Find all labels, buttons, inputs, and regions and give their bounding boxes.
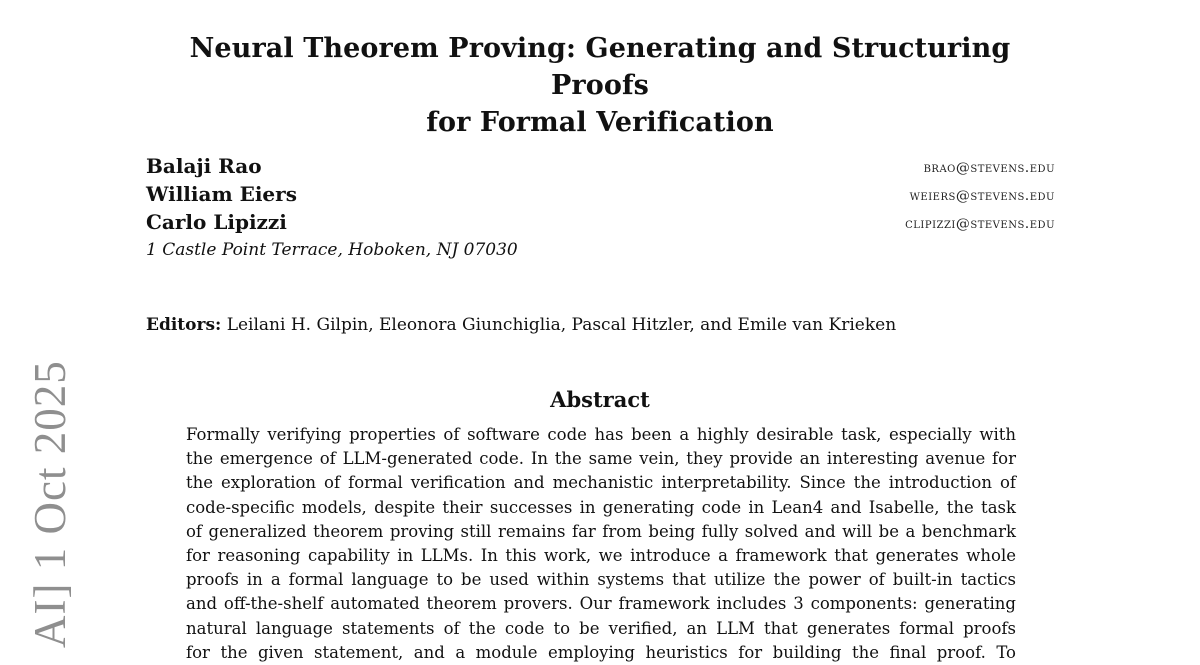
abstract-line-10: for the given statement, and a module employing heuristics for building the final proof. To	[186, 642, 1016, 662]
abstract-line-5: of generalized theorem proving still remains far from being fully solved and will be a benchmark	[186, 521, 1016, 541]
abstract-heading: Abstract	[550, 387, 650, 412]
title-line-2: for Formal Verification	[426, 107, 774, 138]
arxiv-stamp: AI] 1 Oct 2025	[25, 360, 75, 648]
author-email-3[interactable]: clipizzi@stevens.edu	[905, 216, 1055, 232]
editors-names: Leilani H. Gilpin, Eleonora Giunchiglia, Pascal Hitzler, and Emile van Krieken	[226, 315, 897, 335]
author-address: 1 Castle Point Terrace, Hoboken, NJ 07030	[146, 240, 518, 260]
paper-title	[140, 30, 1060, 141]
abstract-line-4: code-specific models, despite their successes in generating code in Lean4 and Isabelle, the task	[186, 497, 1016, 517]
author-email-2[interactable]: weiers@stevens.edu	[909, 188, 1055, 204]
title-line-1: Neural Theorem Proving: Generating and Structuring Proofs	[189, 33, 1011, 101]
editors-line	[146, 313, 896, 337]
author-email-1[interactable]: brao@stevens.edu	[923, 160, 1055, 176]
author-name-3: Carlo Lipizzi	[146, 210, 287, 234]
abstract-line-2: the emergence of LLM-generated code. In the same vein, they provide an interesting avenue for	[186, 449, 1016, 469]
abstract-line-3: the exploration of formal verification and mechanistic interpretability. Since the introduction of	[186, 473, 1016, 493]
author-name-1: Balaji Rao	[146, 154, 262, 178]
abstract-line-1: Formally verifying properties of software code has been a highly desirable task, especially with	[186, 425, 1016, 444]
abstract-line-8: and off-the-shelf automated theorem provers. Our framework includes 3 components: generating	[186, 594, 1016, 614]
abstract-line-9: natural language statements of the code to be verified, an LLM that generates formal proofs	[186, 618, 1016, 638]
author-name-2: William Eiers	[146, 182, 297, 206]
editors-label: Editors:	[146, 315, 222, 335]
abstract-line-6: for reasoning capability in LLMs. In this work, we introduce a framework that generates whole	[186, 545, 1016, 565]
abstract-body	[186, 423, 1016, 665]
abstract-line-7: proofs in a formal language to be used within systems that utilize the power of built-in tactics	[186, 570, 1016, 590]
